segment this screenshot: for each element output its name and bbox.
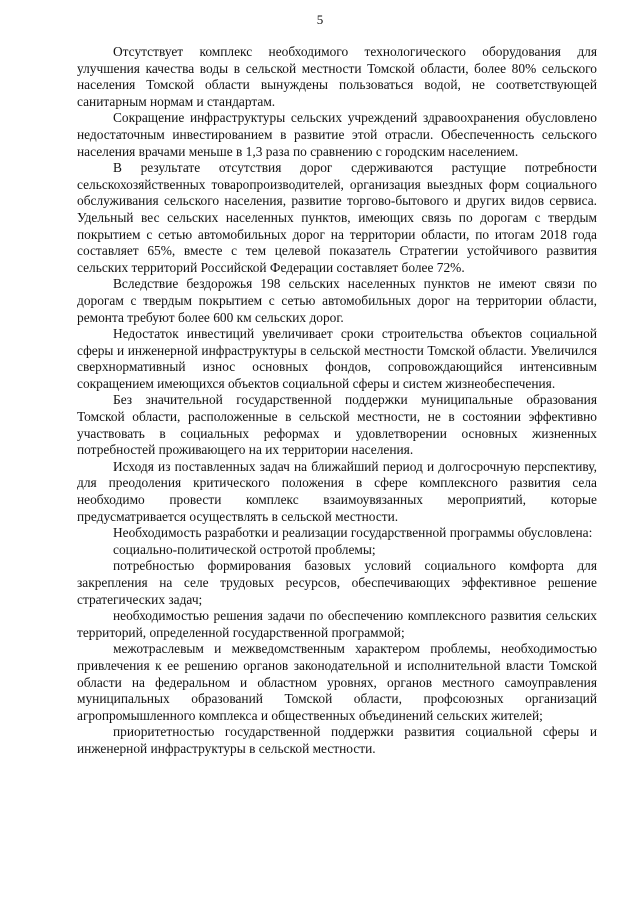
paragraph-program-necessity: Необходимость разработки и реализации государственной программы обусловлена: bbox=[113, 525, 593, 541]
list-item-social-comfort: потребностью формирования базовых условий социального комфорта для закрепления на селе трудовых ресурсов, обеспечивающих эффективное решение стратегических задач; bbox=[77, 558, 597, 607]
paragraph-roadless-settlements: Вследствие бездорожья 198 сельских населенных пунктов не имеют связи по дорогам с твердым покрытием с сетью автомобильных дорог на территории области, ремонта требуют более 600 км сельских дорог. bbox=[77, 276, 597, 325]
list-item-priority-support: приоритетностью государственной поддержки развития социальной сферы и инженерной инфраструктуры в сельской местности. bbox=[77, 724, 597, 756]
paragraph-healthcare: Сокращение инфраструктуры сельских учреждений здравоохранения обусловлено недостаточным инвестированием в развитие этой отрасли. Обеспеченность сельского населения врачами меньше в 1,3 раза по сравнению с городским населением. bbox=[77, 110, 597, 159]
paragraph-roads-needs: В результате отсутствия дорог сдерживаются растущие потребности сельскохозяйственных товаропроизводителей, организация выездных форм социального обслуживания сельского населения, развитие торгово-бытового и других видов сервиса. Удельный вес сельских населенных пунктов, имеющих связь по дорогам с твердым покрытием с сетью автомобильных дорог на территории области, по итогам 2018 года составляет 65%, вместе с тем целевой показатель Стратегии устойчивого развития сельских территорий Российской Федерации составляет более 72%. bbox=[77, 160, 597, 275]
document-body bbox=[77, 44, 597, 758]
paragraph-water-quality: Отсутствует комплекс необходимого технологического оборудования для улучшения качества воды в сельской местности Томской области, более 80% сельского населения Томской области вынуждены пользоваться водой, не соответствующей санитарным нормам и стандартам. bbox=[77, 44, 597, 109]
paragraph-state-support: Без значительной государственной поддержки муниципальные образования Томской области, расположенные в сельской местности, не в состоянии эффективно участвовать в социальных реформах и удовлетворении основных жизненных потребностей проживающего на их территории населения. bbox=[77, 392, 597, 458]
paragraph-investment-shortage: Недостаток инвестиций увеличивает сроки строительства объектов социальной сферы и инженерной инфраструктуры в сельской местности Томской области. Увеличился сверхнормативный износ основных фондов, сопровождающийся интенсивным сокращением имеющихся объектов социальной сферы и систем жизнеобеспечения. bbox=[77, 326, 597, 391]
list-item-complex-development: необходимостью решения задачи по обеспечению комплексного развития сельских территорий, определенной государственной программой; bbox=[77, 608, 597, 640]
list-item-socio-political: социально-политической остротой проблемы; bbox=[113, 541, 376, 557]
paragraph-measures: Исходя из поставленных задач на ближайший период и долгосрочную перспективу, для преодоления критического положения в сфере комплексного развития села необходимо провести комплекс взаимоувязанных мероприятий, которые предусматривается осуществлять в сельской местности. bbox=[77, 458, 597, 524]
list-item-interagency: межотраслевым и межведомственным характером проблемы, необходимостью привлечения к ее решению органов законодательной и исполнительной власти Томской области на федеральном и областном уровнях, органов местного самоуправления муниципальных образований Томской области, профсоюзных организаций агропромышленного комплекса и общественных объединений сельских жителей; bbox=[77, 641, 597, 723]
page-number: 5 bbox=[316, 12, 324, 27]
